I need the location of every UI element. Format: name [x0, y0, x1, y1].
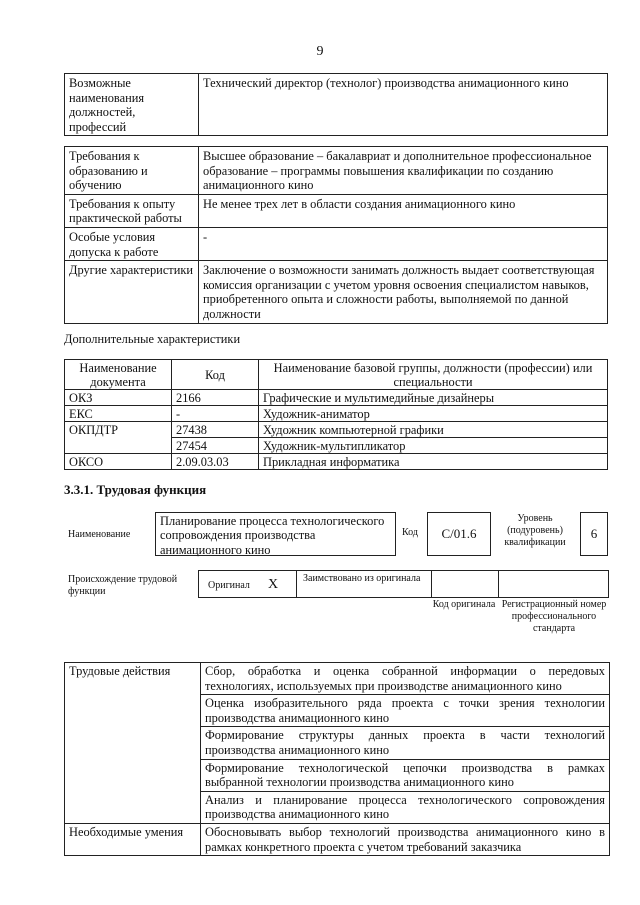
cell-code: 2.09.03.03 — [172, 454, 259, 470]
extra-heading: Дополнительные характеристики — [64, 332, 241, 346]
cell-name: Художник-аниматор — [259, 406, 608, 422]
cell-name: Художник компьютерной графики — [259, 422, 608, 438]
divider — [296, 571, 297, 597]
action-item: Оценка изобразительного ряда проекта с точки зрения технологии производства анимационного кино — [201, 695, 610, 727]
origin-label: Происхождение трудовой функции — [68, 574, 178, 597]
cell-doc: ОКСО — [65, 454, 172, 470]
code-original-label: Код оригинала — [432, 599, 496, 610]
requirement-value: Не менее трех лет в области создания анимационного кино — [199, 194, 608, 227]
cell-code: 27454 — [172, 438, 259, 454]
table-row — [65, 663, 610, 695]
function-level-value: 6 — [580, 512, 608, 556]
action-item: Формирование структуры данных проекта в части технологий производства анимационного кино — [201, 727, 610, 759]
cell-name: Художник-мультипликатор — [259, 438, 608, 454]
reg-number-label: Регистрационный номер профессионального стандарта — [501, 599, 607, 634]
positions-table — [64, 73, 608, 136]
requirement-value: Заключение о возможности занимать должность выдает соответствующая комиссия организации с учетом уровня освоения специалистом навыков, приобретенного опыта и сложности работы, выполняемой по данной должности — [199, 261, 608, 323]
skill-item: Обосновывать выбор технологий производства анимационного кино в рамках конкретного проекта с учетом требований заказчика — [201, 823, 610, 855]
requirements-table — [64, 146, 608, 324]
table-row — [65, 390, 608, 406]
table-row — [65, 194, 608, 227]
cell-code: - — [172, 406, 259, 422]
cell-code: 27438 — [172, 422, 259, 438]
action-item: Сбор, обработка и оценка собранной информации о передовых технологиях, используемых при производстве анимационного кино — [201, 663, 610, 695]
table-row — [65, 422, 608, 438]
borrowed-label: Заимствовано из оригинала — [303, 573, 421, 584]
cell-code: 2166 — [172, 390, 259, 406]
requirement-label: Другие характеристики — [65, 261, 199, 323]
table-row — [65, 227, 608, 260]
requirement-label: Особые условия допуска к работе — [65, 227, 199, 260]
table-row — [65, 74, 608, 136]
positions-label: Возможные наименования должностей, профессий — [65, 74, 199, 136]
cell-doc: ОКПДТР — [65, 422, 172, 454]
cell-doc: ЕКС — [65, 406, 172, 422]
table-row — [65, 147, 608, 195]
requirement-value: - — [199, 227, 608, 260]
header-name: Наименование базовой группы, должности (профессии) или специальности — [259, 360, 608, 390]
function-code-label: Код — [402, 527, 418, 538]
divider — [498, 571, 499, 597]
table-row — [65, 261, 608, 323]
action-item: Анализ и планирование процесса технологического сопровождения производства анимационного кино — [201, 791, 610, 823]
skills-label: Необходимые умения — [65, 823, 201, 855]
cell-name: Прикладная информатика — [259, 454, 608, 470]
page-number: 9 — [316, 44, 324, 59]
header-doc: Наименование документа — [65, 360, 172, 390]
function-name-value: Планирование процесса технологического сопровождения производства анимационного кино — [155, 512, 396, 556]
function-heading: 3.3.1. Трудовая функция — [64, 482, 207, 497]
requirement-label: Требования к образованию и обучению — [65, 147, 199, 195]
positions-value: Технический директор (технолог) производства анимационного кино — [199, 74, 608, 136]
original-mark: X — [268, 577, 279, 592]
origin-box — [198, 570, 609, 598]
cell-name: Графические и мультимедийные дизайнеры — [259, 390, 608, 406]
actions-label: Трудовые действия — [65, 663, 201, 824]
function-name-label: Наименование — [68, 529, 131, 540]
requirement-value: Высшее образование – бакалавриат и дополнительное профессиональное образование – программы повышения квалификации по созданию анимационного кино — [199, 147, 608, 195]
table-row — [65, 454, 608, 470]
table-header-row — [65, 360, 608, 390]
action-item: Формирование технологической цепочки производства в рамках выбранной технологии производства анимационного кино — [201, 759, 610, 791]
table-row — [65, 406, 608, 422]
table-row — [65, 823, 610, 855]
extra-table — [64, 359, 608, 470]
header-code: Код — [172, 360, 259, 390]
function-level-label: Уровень (подуровень) квалификации — [504, 513, 566, 548]
function-code-value: C/01.6 — [427, 512, 491, 556]
cell-doc: ОКЗ — [65, 390, 172, 406]
original-label: Оригинал — [208, 580, 250, 591]
requirement-label: Требования к опыту практической работы — [65, 194, 199, 227]
divider — [431, 571, 432, 597]
actions-table — [64, 662, 610, 856]
